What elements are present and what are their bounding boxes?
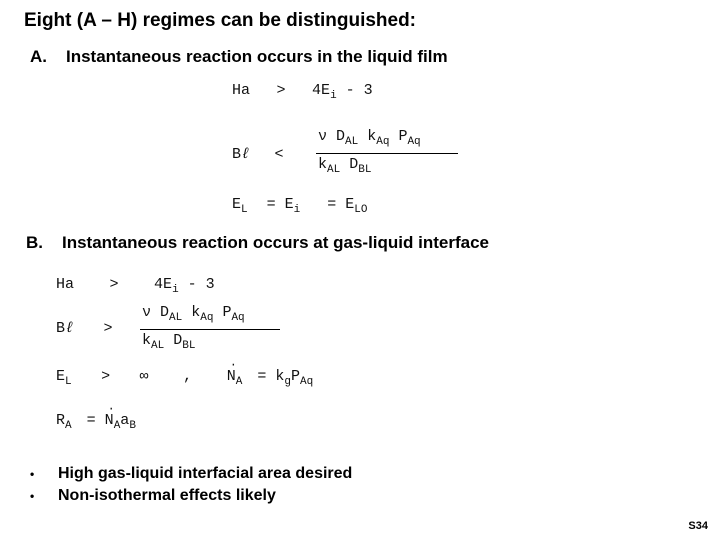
- rhs-tail: - 3: [178, 276, 215, 293]
- operator: >: [109, 276, 119, 293]
- dot-accent: ·: [107, 402, 115, 416]
- r-symbol: R: [56, 412, 66, 429]
- e-symbol: E: [232, 196, 242, 213]
- bullet-dot: •: [30, 489, 35, 503]
- ha-symbol: Ha: [232, 82, 251, 99]
- ell-symbol: ℓ: [241, 146, 251, 163]
- section-b-eq4: [56, 402, 136, 432]
- eq-term: = E: [266, 196, 294, 213]
- operator: >: [101, 368, 111, 385]
- section-b-eq2-lhs: [56, 320, 133, 337]
- b-symbol: B: [232, 146, 242, 163]
- num-sub: Aq: [200, 312, 214, 324]
- section-b-text: Instantaneous reaction occurs at gas-liquid interface: [62, 233, 489, 252]
- section-a-eq2-lhs: [232, 146, 299, 163]
- e-sub: L: [241, 204, 248, 216]
- num-term: k: [182, 304, 201, 321]
- section-a-eq2-numerator: [318, 128, 421, 148]
- den-term: D: [164, 332, 183, 349]
- num-term: ν D: [318, 128, 346, 145]
- num-term: P: [389, 128, 408, 145]
- section-b-eq2-numerator: [142, 304, 245, 324]
- den-sub: BL: [182, 340, 196, 352]
- section-a-fraction-bar: [316, 153, 458, 154]
- bullet-item: [30, 487, 276, 505]
- num-sub: Aq: [376, 136, 390, 148]
- num-sub: AL: [169, 312, 183, 324]
- slide-title: Eight (A – H) regimes can be distinguished:: [24, 10, 417, 31]
- operator: >: [103, 320, 113, 337]
- den-term: k: [142, 332, 152, 349]
- ha-symbol: Ha: [56, 276, 75, 293]
- den-term: k: [318, 156, 328, 173]
- rhs-coef: 4E: [154, 276, 173, 293]
- e-sub: L: [65, 376, 72, 388]
- section-a-text: Instantaneous reaction occurs in the liquid film: [66, 47, 448, 66]
- bullet-text: Non-isothermal effects likely: [58, 487, 276, 504]
- rhs-sub: i: [330, 90, 337, 102]
- operator: >: [276, 82, 286, 99]
- section-b-eq3: [56, 358, 314, 388]
- section-a-eq1: [232, 82, 373, 102]
- flux-sub: A: [235, 376, 243, 388]
- n-symbol: N: [104, 412, 114, 429]
- e-symbol: E: [56, 368, 66, 385]
- den-term: D: [340, 156, 359, 173]
- ell-symbol: ℓ: [65, 320, 75, 337]
- dot-accent: ·: [229, 358, 237, 372]
- operator: <: [274, 146, 284, 163]
- infinity-symbol: ∞: [139, 368, 149, 385]
- num-sub: Aq: [231, 312, 245, 324]
- rhs-tail: - 3: [336, 82, 373, 99]
- den-sub: AL: [151, 340, 165, 352]
- section-a-eq2-denominator: [318, 156, 372, 176]
- num-sub: Aq: [407, 136, 421, 148]
- section-b-eq2-denominator: [142, 332, 196, 352]
- bullet-item: [30, 465, 352, 483]
- den-sub: BL: [358, 164, 372, 176]
- n-symbol: N: [226, 368, 236, 385]
- eq-sub: LO: [354, 204, 368, 216]
- eq-sub: i: [293, 204, 301, 216]
- flux-symbol: [226, 358, 237, 385]
- section-b-fraction-bar: [140, 329, 280, 330]
- a-sub: B: [129, 420, 136, 432]
- r-sub: A: [65, 420, 72, 432]
- section-b-heading: [26, 233, 489, 253]
- rhs-sub: i: [172, 284, 179, 296]
- p-symbol: P: [290, 368, 300, 385]
- rhs-coef: 4E: [312, 82, 331, 99]
- section-a-heading: [30, 47, 448, 67]
- den-sub: AL: [327, 164, 341, 176]
- slide-number: S34: [688, 520, 708, 532]
- n-sub: A: [113, 420, 121, 432]
- b-symbol: B: [56, 320, 66, 337]
- rhs-sub: g: [284, 376, 291, 388]
- bullet-text: High gas-liquid interfacial area desired: [58, 465, 353, 482]
- eq-term: = E: [327, 196, 355, 213]
- section-b-eq1: [56, 276, 215, 296]
- num-sub: AL: [345, 136, 359, 148]
- comma: ,: [183, 368, 193, 385]
- section-b-letter: B.: [26, 233, 43, 252]
- equals: =: [86, 412, 96, 429]
- flux-symbol: [104, 402, 115, 429]
- num-term: P: [213, 304, 232, 321]
- num-term: k: [358, 128, 377, 145]
- a-symbol: a: [120, 412, 130, 429]
- num-term: ν D: [142, 304, 170, 321]
- bullet-dot: •: [30, 467, 35, 481]
- rhs-term: = k: [257, 368, 285, 385]
- section-a-letter: A.: [30, 47, 47, 66]
- rhs-sub: Aq: [299, 376, 314, 388]
- section-a-eq3: [232, 196, 368, 216]
